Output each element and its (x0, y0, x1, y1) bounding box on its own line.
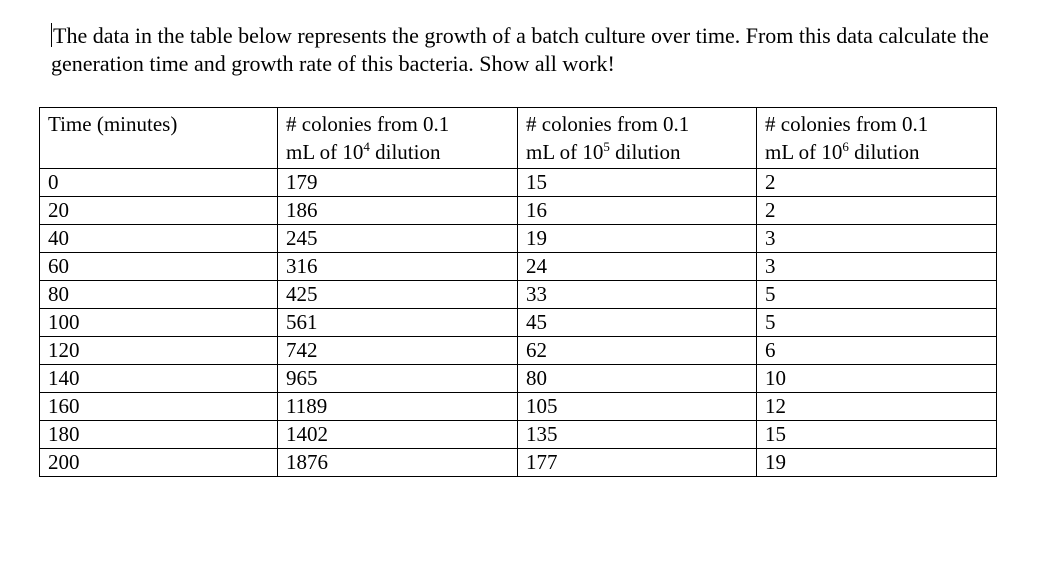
time-cell: 180 (40, 421, 278, 449)
count-1e6-cell: 5 (757, 281, 997, 309)
count-1e4-cell: 316 (278, 253, 518, 281)
count-1e5-cell: 24 (518, 253, 757, 281)
time-cell: 120 (40, 337, 278, 365)
count-1e5-cell: 19 (518, 225, 757, 253)
count-1e4-cell: 186 (278, 197, 518, 225)
time-cell: 160 (40, 393, 278, 421)
table-body (40, 169, 997, 477)
header-dilution-1e4: # colonies from 0.1 mL of $10^4$ dilution (278, 108, 518, 169)
header-time: Time (minutes) (40, 108, 278, 169)
count-1e6-cell: 3 (757, 253, 997, 281)
time-cell: 80 (40, 281, 278, 309)
count-1e5-cell: 15 (518, 169, 757, 197)
count-1e4-cell: 1189 (278, 393, 518, 421)
count-1e4-cell: 245 (278, 225, 518, 253)
count-1e5-cell: 177 (518, 449, 757, 477)
count-1e6-cell: 15 (757, 421, 997, 449)
count-1e4-cell: 1876 (278, 449, 518, 477)
time-cell: 100 (40, 309, 278, 337)
growth-data-table (39, 107, 997, 477)
table-row (40, 421, 997, 449)
count-1e5-cell: 105 (518, 393, 757, 421)
count-1e5-cell: 33 (518, 281, 757, 309)
count-1e4-cell: 742 (278, 337, 518, 365)
count-1e5-cell: 62 (518, 337, 757, 365)
table-row (40, 393, 997, 421)
count-1e4-cell: 965 (278, 365, 518, 393)
count-1e5-cell: 16 (518, 197, 757, 225)
count-1e6-cell: 2 (757, 197, 997, 225)
count-1e6-cell: 6 (757, 337, 997, 365)
header-dilution-1e5: # colonies from 0.1 mL of $10^5$ dilution (518, 108, 757, 169)
table-row (40, 337, 997, 365)
table-row (40, 449, 997, 477)
count-1e6-cell: 10 (757, 365, 997, 393)
time-cell: 40 (40, 225, 278, 253)
count-1e4-cell: 1402 (278, 421, 518, 449)
count-1e4-cell: 179 (278, 169, 518, 197)
table-row (40, 197, 997, 225)
header-dilution-1e6: # colonies from 0.1 mL of $10^6$ dilution (757, 108, 997, 169)
count-1e5-cell: 135 (518, 421, 757, 449)
table-row (40, 225, 997, 253)
table-header-row (40, 108, 997, 169)
count-1e6-cell: 19 (757, 449, 997, 477)
table-row (40, 309, 997, 337)
time-cell: 60 (40, 253, 278, 281)
table-row (40, 365, 997, 393)
count-1e6-cell: 3 (757, 225, 997, 253)
count-1e6-cell: 2 (757, 169, 997, 197)
time-cell: 140 (40, 365, 278, 393)
time-cell: 200 (40, 449, 278, 477)
question-text: The data in the table below represents the growth of a batch culture over time. From this data calculate the generation time and growth rate of this bacteria. Show all work! (51, 23, 989, 76)
count-1e4-cell: 425 (278, 281, 518, 309)
count-1e5-cell: 80 (518, 365, 757, 393)
time-cell: 0 (40, 169, 278, 197)
count-1e5-cell: 45 (518, 309, 757, 337)
count-1e4-cell: 561 (278, 309, 518, 337)
time-cell: 20 (40, 197, 278, 225)
text-cursor (51, 23, 52, 47)
table-row (40, 253, 997, 281)
count-1e6-cell: 12 (757, 393, 997, 421)
table-row (40, 169, 997, 197)
count-1e6-cell: 5 (757, 309, 997, 337)
table-row (40, 281, 997, 309)
question-prompt (51, 22, 1011, 78)
